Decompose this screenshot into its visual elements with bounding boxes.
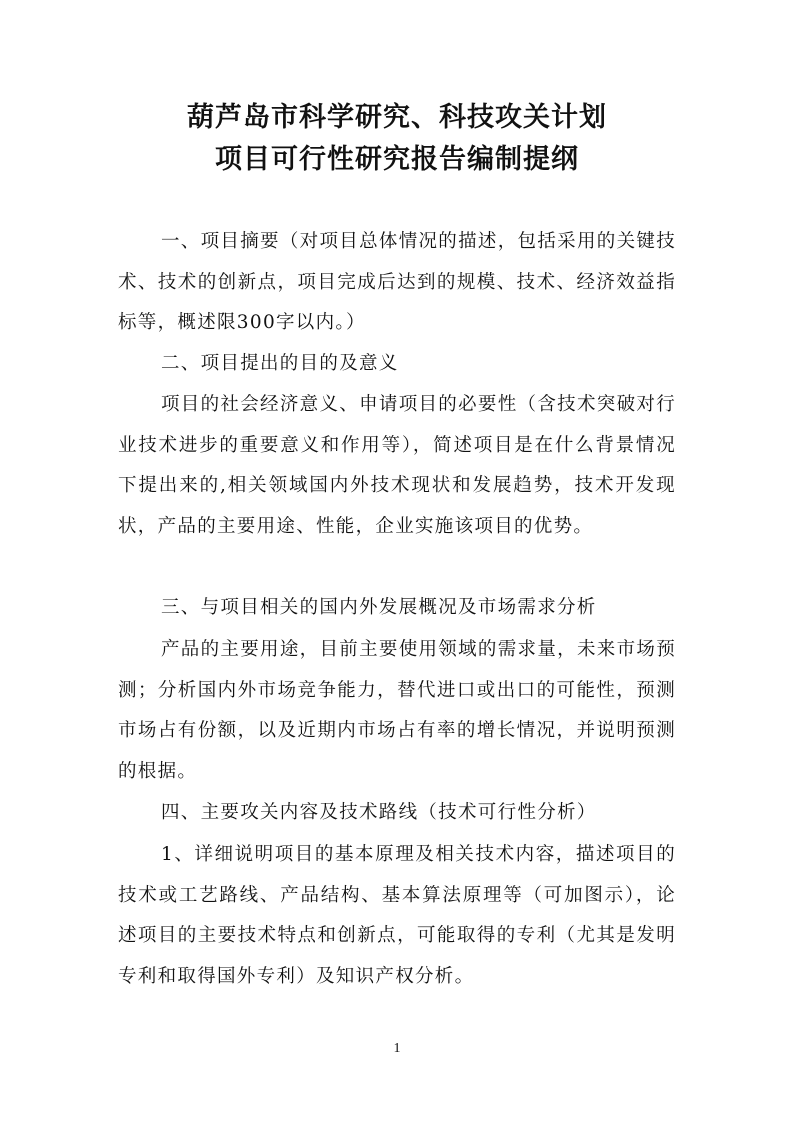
paragraph-market-analysis: 产品的主要用途，目前主要使用领域的需求量，未来市场预测；分析国内外市场竞争能力，替代进口或出口的可能性，预测市场占有份额，以及近期内市场占有率的增长情况，并说明预测的根据。: [118, 639, 676, 782]
heading-market-analysis: 三、与项目相关的国内外发展概况及市场需求分析: [161, 597, 597, 618]
page-number: 1: [393, 1041, 401, 1056]
paragraph-technical-route: 1、详细说明项目的基本原理及相关技术内容，描述项目的技术或工艺路线、产品结构、基本算法原理等（可加图示），论述项目的主要技术特点和创新点，可能取得的专利（尤其是发明专利和取得国外专利）及知识产权分析。: [118, 844, 676, 987]
paragraph-purpose-and-significance: 项目的社会经济意义、申请项目的必要性（含技术突破对行业技术进步的重要意义和作用等），简述项目是在什么背景情况下提出来的,相关领域国内外技术现状和发展趋势，技术开发现状，产品的主要用途、性能，企业实施该项目的优势。: [118, 394, 676, 537]
heading-technical-route: 四、主要攻关内容及技术路线（技术可行性分析）: [161, 802, 597, 823]
document-title-line-2: 项目可行性研究报告编制提纲: [215, 144, 579, 175]
document-title-line-1: 葫芦岛市科学研究、科技攻关计划: [187, 102, 607, 133]
paragraph-project-summary: 一、项目摘要（对项目总体情况的描述，包括采用的关键技术、技术的创新点，项目完成后达到的规模、技术、经济效益指标等，概述限300字以内。）: [118, 231, 676, 334]
heading-purpose-and-significance: 二、项目提出的目的及意义: [161, 353, 399, 374]
